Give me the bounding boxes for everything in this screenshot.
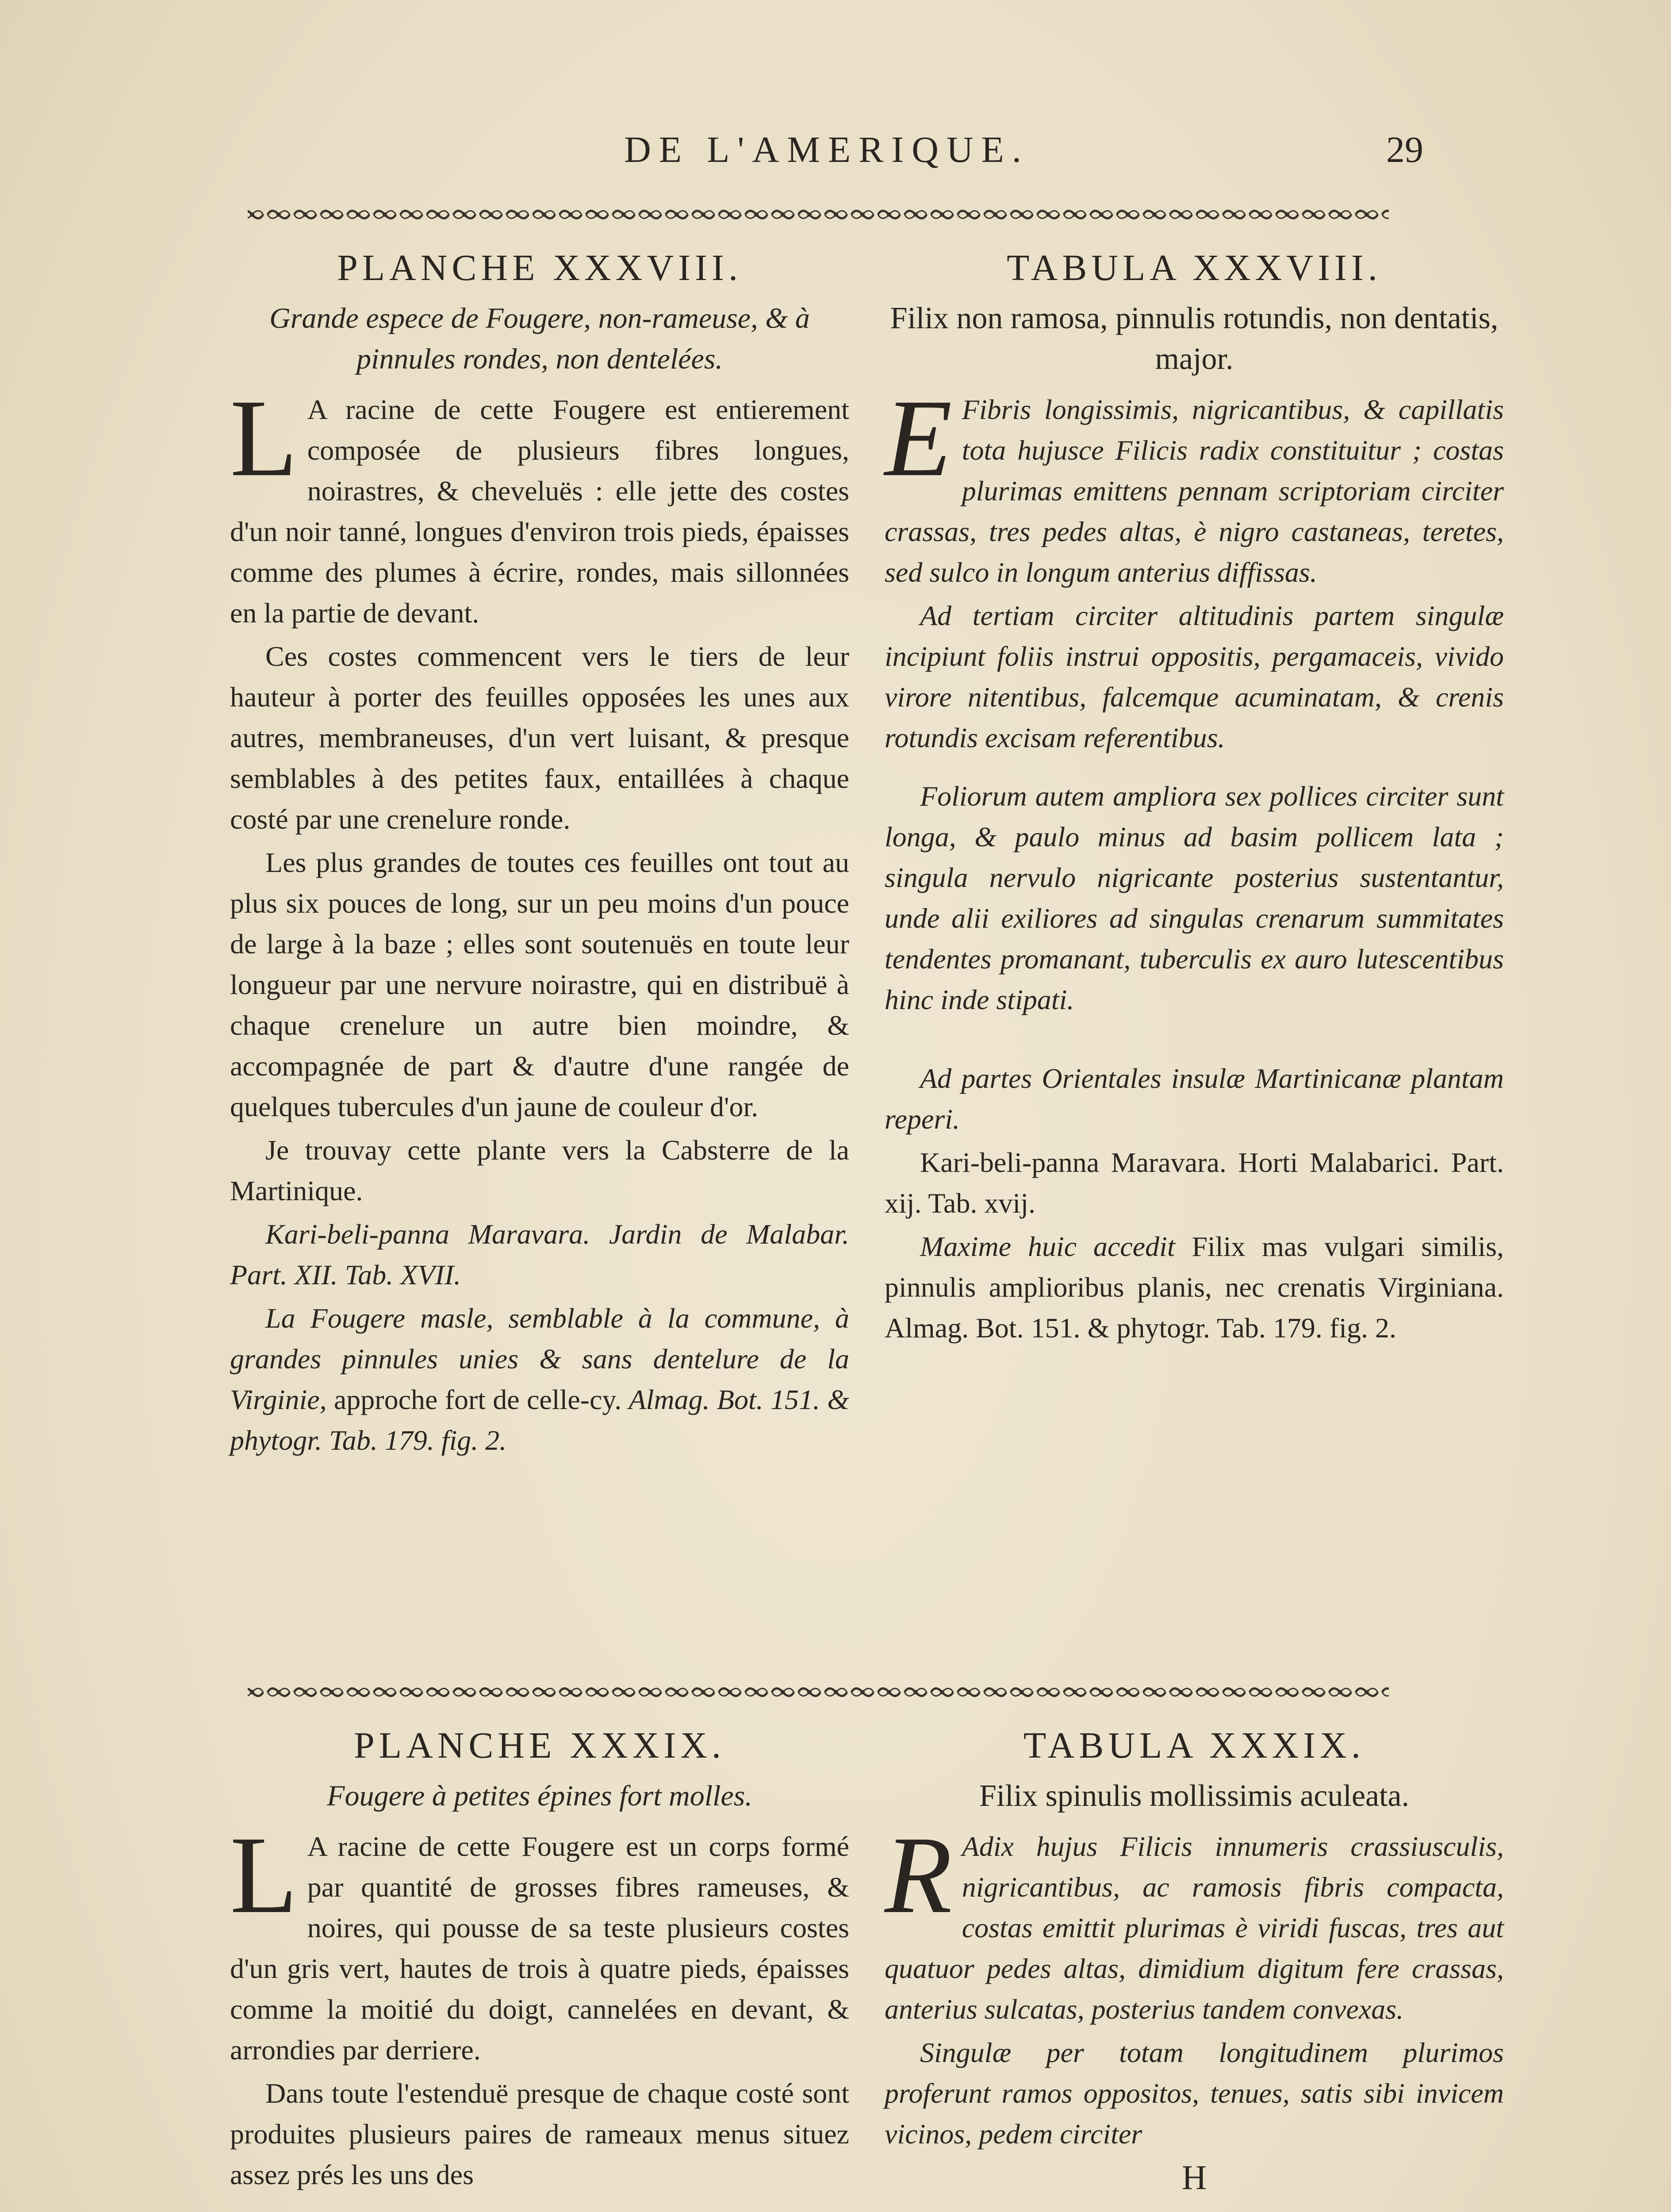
drop-cap: R [885,1814,952,1936]
drop-cap: E [885,377,952,499]
plate39-fr-paragraph-1: L A racine de cette Fougere est un corps formé par quantité de grosses fibres rameuses, & noires, qui pousse de sa teste plusieurs costes d'un gris vert, hautes de trois à quatre pieds, épaisses comme la moitié du doigt, cannelées en devant, & arrondies par derriere. [230,1814,849,2066]
plate39-latin-column [885,1725,1504,2198]
drop-cap: L [230,377,298,499]
ornamental-rule-top [239,204,1398,226]
plate39-la-subtitle: Filix spinulis mollissimis aculeata. [979,1779,1410,1813]
plate39-la-paragraph-1: R Adix hujus Filicis innumeris crassiusculis, nigricantibus, ac ramosis fibris compacta, costas emittit plurimas è viridi fuscas, tres aut quatuor pedes altas, dimidium digitum fere crassas, anterius sulcatas, posterius tandem convexas. [885,1814,1504,2025]
plate39-la-paragraph-2: Singulæ per totam longitudinem plurimos proferunt ramos oppositos, tenues, satis sibi invicem vicinos, pedem circiter [885,2037,1504,2150]
page-header [230,128,1423,190]
plate39-french-column [230,1725,849,2198]
signature-mark: H [1181,2158,1207,2197]
plate39-fr-paragraph-2: Dans toute l'estenduë presque de chaque costé sont produites plusieurs paires de rameaux menus situez assez prés les uns des [230,2078,849,2190]
ornamental-rule-middle [239,1681,1398,1703]
plate38-fr-reference: Kari-beli-panna Maravara. Jardin de Malabar. Part. XII. Tab. XVII. [230,1218,849,1290]
plate38-la-subtitle: Filix non ramosa, pinnulis rotundis, non dentatis, major. [890,301,1499,376]
plate38-fr-subtitle: Grande espece de Fougere, non-rameuse, & à pinnules rondes, non dentelées. [269,302,810,375]
plate38-fr-paragraph-6: La Fougere masle, semblable à la commune, à grandes pinnules unies & sans dentelure de la Virginie, approche fort de celle-cy. Almag. Bot. 151. & phytogr. Tab. 179. fig. 2. [230,1302,850,1456]
plate38-fr-paragraph-3: Les plus grandes de toutes ces feuilles ont tout au plus six pouces de long, sur un peu moins d'un pouce de large à la baze ; elles sont soutenuës en toute leur longueur par une nervure noirastre, qui en distribuë à chaque crenelure un autre bien moindre, & accompagnée de part & d'autre d'une rangée de quelques tubercules d'un jaune de couleur d'or. [230,847,849,1122]
plate38-fr-paragraph-2: Ces costes commencent vers le tiers de leur hauteur à porter des feuilles opposées les unes aux autres, membraneuses, d'un vert luisant, & presque semblables à des petites faux, entaillées à chaque costé par une crenelure ronde. [230,641,849,835]
plate39-la-title: TABULA XXXIX. [1023,1725,1365,1766]
plate38-la-paragraph-6: Maxime huic accedit Filix mas vulgari similis, pinnulis amplioribus planis, nec crenatis Virginiana. Almag. Bot. 151. & phytogr. Tab. 179. fig. 2. [885,1231,1504,1344]
plate38-la-paragraph-2: Ad tertiam circiter altitudinis partem singulæ incipiunt foliis instrui oppositis, pergamaceis, vivido virore nitentibus, falcemque acuminatam, & crenis rotundis excisam referentibus. [885,600,1504,753]
spacer [885,1023,1504,1058]
plate38-la-paragraph-3: Foliorum autem ampliora sex pollices circiter sunt longa, & paulo minus ad basim pollicem lata ; singula nervulo nigricante posterius sustentantur, unde alii exiliores ad singulas crenarum summitates tendentes promanant, tuberculis ex auro lutescentibus hinc inde stipati. [885,780,1504,1015]
plate38-la-title: TABULA XXXVIII. [1007,247,1382,288]
plate38-la-reference: Kari-beli-panna Maravara. Horti Malabarici. Part. xij. Tab. xvij. [885,1147,1504,1219]
plate38-fr-paragraph-1: L A racine de cette Fougere est entierement composée de plusieurs fibres longues, noirastres, & cheveluës : elle jette des costes d'un noir tanné, longues d'environ trois pieds, épaisses comme des plumes à écrire, rondes, mais sillonnées en la partie de devant. [230,377,849,629]
plate38-fr-paragraph-4: Je trouvay cette plante vers la Cabsterre de la Martinique. [230,1134,849,1206]
plate39-fr-subtitle: Fougere à petites épines fort molles. [327,1780,752,1812]
plate39-fr-title: PLANCHE XXXIX. [354,1725,725,1766]
running-title: DE L'AMERIQUE. [624,129,1029,170]
drop-cap: L [230,1814,298,1936]
page-number: 29 [1386,129,1423,170]
plate38-french-column [230,248,849,1463]
plate38-latin-column [885,248,1504,1351]
plate38-fr-title: PLANCHE XXXVIII. [337,247,742,288]
plate38-la-paragraph-1: E Fibris longissimis, nigricantibus, & capillatis tota hujusce Filicis radix constituitur ; costas plurimas emittens pennam scriptoriam circiter crassas, tres pedes altas, è nigro castaneas, teretes, sed sulco in longum anterius diffissas. [885,377,1504,588]
plate38-la-paragraph-4: Ad partes Orientales insulæ Martinicanæ plantam reperi. [885,1063,1504,1135]
